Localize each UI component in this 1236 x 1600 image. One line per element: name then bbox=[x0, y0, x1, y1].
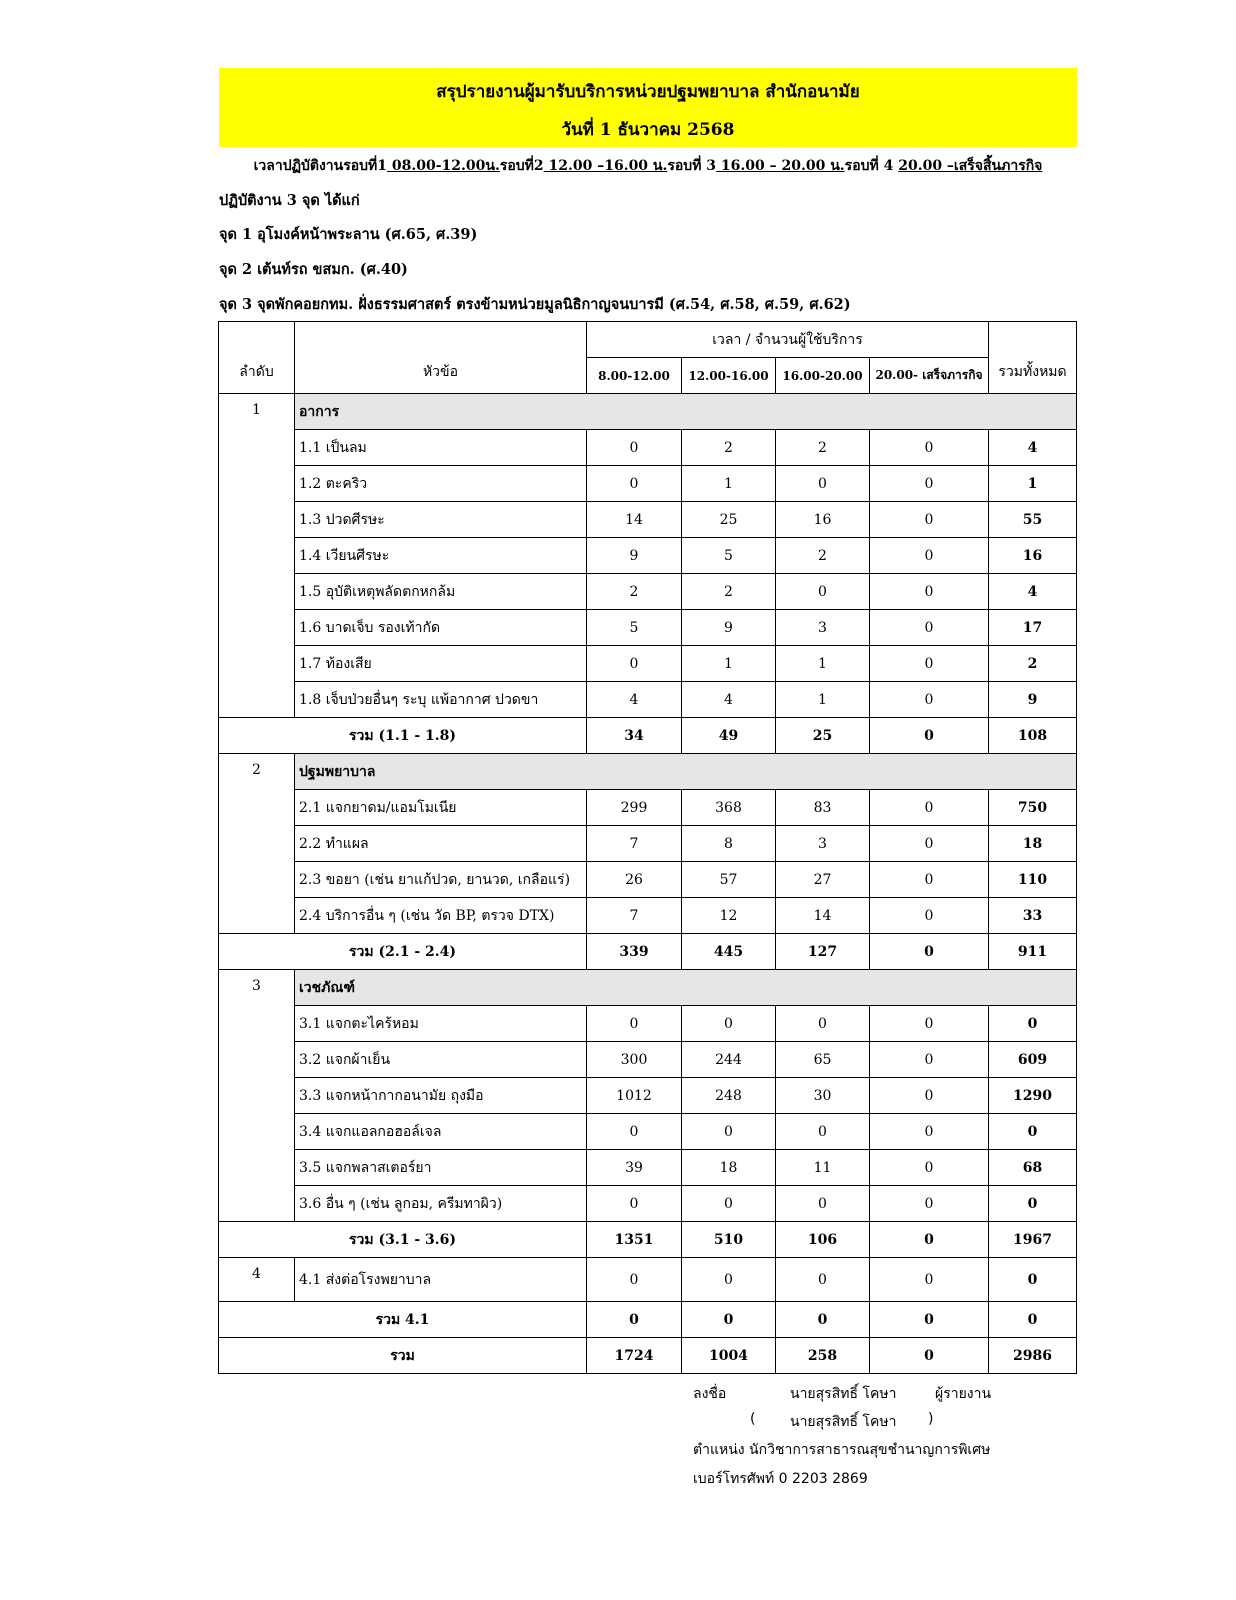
row-value: 0 bbox=[870, 790, 989, 826]
row-total: 0 bbox=[989, 1114, 1077, 1150]
row-value: 83 bbox=[776, 790, 870, 826]
row-value: 0 bbox=[870, 1006, 989, 1042]
col-t3: 16.00-20.00 bbox=[776, 358, 870, 394]
row-value: 1 bbox=[682, 466, 776, 502]
section-number: 4 bbox=[219, 1258, 295, 1302]
grand-total-row bbox=[219, 1338, 1077, 1374]
subtotal-row bbox=[219, 718, 1077, 754]
row-value: 65 bbox=[776, 1042, 870, 1078]
subtotal-value: 106 bbox=[776, 1222, 870, 1258]
table-row bbox=[219, 1042, 1077, 1078]
row-total: 1290 bbox=[989, 1078, 1077, 1114]
subtotal-label: รวม (1.1 - 1.8) bbox=[219, 718, 587, 754]
row-value: 0 bbox=[870, 574, 989, 610]
row-total: 18 bbox=[989, 826, 1077, 862]
open-paren: ( bbox=[750, 1411, 756, 1427]
row-value: 2 bbox=[682, 574, 776, 610]
subtotal-value: 1351 bbox=[587, 1222, 682, 1258]
signer-phone: เบอร์โทรศัพท์ 0 2203 2869 bbox=[693, 1471, 868, 1487]
table-row bbox=[219, 1078, 1077, 1114]
row-label: 3.6 อื่น ๆ (เช่น ลูกอม, ครีมทาผิว) bbox=[295, 1186, 587, 1222]
signer-position: ตำแหน่ง นักวิชาการสาธารณสุขชำนาญการพิเศษ bbox=[693, 1442, 991, 1458]
row-value: 57 bbox=[682, 862, 776, 898]
row-value: 30 bbox=[776, 1078, 870, 1114]
grand-total-label: รวม bbox=[219, 1338, 587, 1374]
intro-line-3: จุด 2 เต้นท์รถ ขสมก. (ศ.40) bbox=[219, 261, 408, 278]
row-value: 244 bbox=[682, 1042, 776, 1078]
table-row bbox=[219, 430, 1077, 466]
subtotal-value: 0 bbox=[776, 1302, 870, 1338]
row-total: 1 bbox=[989, 466, 1077, 502]
row-value: 300 bbox=[587, 1042, 682, 1078]
row-value: 0 bbox=[870, 1258, 989, 1302]
row-total: 0 bbox=[989, 1006, 1077, 1042]
row-label: 1.2 ตะคริว bbox=[295, 466, 587, 502]
row-value: 5 bbox=[587, 610, 682, 646]
row-label: 3.4 แจกแอลกอฮอล์เจล bbox=[295, 1114, 587, 1150]
row-value: 27 bbox=[776, 862, 870, 898]
row-value: 1 bbox=[776, 646, 870, 682]
subtotal-value: 510 bbox=[682, 1222, 776, 1258]
table-row bbox=[219, 790, 1077, 826]
row-value: 0 bbox=[870, 466, 989, 502]
table-row bbox=[219, 646, 1077, 682]
row-value: 0 bbox=[870, 646, 989, 682]
section-header-row bbox=[219, 970, 1077, 1006]
table-row bbox=[219, 1114, 1077, 1150]
row-label: 3.5 แจกพลาสเตอร์ยา bbox=[295, 1150, 587, 1186]
row-value: 0 bbox=[587, 1006, 682, 1042]
row-total: 750 bbox=[989, 790, 1077, 826]
table-row bbox=[219, 682, 1077, 718]
subtotal-label: รวม (2.1 - 2.4) bbox=[219, 934, 587, 970]
row-value: 11 bbox=[776, 1150, 870, 1186]
row-value: 0 bbox=[870, 538, 989, 574]
row-value: 0 bbox=[870, 682, 989, 718]
row-value: 0 bbox=[776, 1114, 870, 1150]
row-value: 0 bbox=[870, 430, 989, 466]
intro-line-4: จุด 3 จุดพักคอยกทม. ฝั่งธรรมศาสตร์ ตรงข้ามหน่วยมูลนิธิกาญจนบารมี (ศ.54, ศ.58, ศ.59, ศ.62) bbox=[219, 296, 851, 313]
row-label: 4.1 ส่งต่อโรงพยาบาล bbox=[295, 1258, 587, 1302]
section-number: 1 bbox=[219, 394, 295, 718]
row-label: 1.7 ท้องเสีย bbox=[295, 646, 587, 682]
row-value: 0 bbox=[870, 502, 989, 538]
row-total: 2 bbox=[989, 646, 1077, 682]
sign-label: ลงชื่อ bbox=[693, 1386, 727, 1402]
row-label: 2.3 ขอยา (เช่น ยาแก้ปวด, ยานวด, เกลือแร่) bbox=[295, 862, 587, 898]
grand-total-value: 0 bbox=[870, 1338, 989, 1374]
subtotal-label: รวม 4.1 bbox=[219, 1302, 587, 1338]
row-value: 0 bbox=[870, 826, 989, 862]
row-value: 14 bbox=[587, 502, 682, 538]
row-label: 1.8 เจ็บป่วยอื่นๆ ระบุ แพ้อากาศ ปวดขา bbox=[295, 682, 587, 718]
row-value: 7 bbox=[587, 898, 682, 934]
col-topic: หัวข้อ bbox=[295, 322, 587, 394]
row-value: 0 bbox=[870, 1078, 989, 1114]
subtotal-value: 0 bbox=[587, 1302, 682, 1338]
service-table bbox=[218, 321, 1077, 1374]
subtotal-value: 0 bbox=[870, 934, 989, 970]
close-paren: ) bbox=[928, 1411, 934, 1427]
grand-total-value: 1724 bbox=[587, 1338, 682, 1374]
row-value: 0 bbox=[776, 466, 870, 502]
signer-role: ผู้รายงาน bbox=[935, 1386, 992, 1402]
row-label: 3.2 แจกผ้าเย็น bbox=[295, 1042, 587, 1078]
section-title: ปฐมพยาบาล bbox=[295, 754, 1077, 790]
section-header-row bbox=[219, 394, 1077, 430]
row-value: 0 bbox=[776, 574, 870, 610]
row-value: 1 bbox=[776, 682, 870, 718]
row-value: 25 bbox=[682, 502, 776, 538]
row-value: 0 bbox=[682, 1186, 776, 1222]
table-row bbox=[219, 466, 1077, 502]
subtotal-total: 108 bbox=[989, 718, 1077, 754]
signer-name: นายสุรสิทธิ์ โคษา bbox=[790, 1386, 897, 1402]
row-label: 3.1 แจกตะไคร้หอม bbox=[295, 1006, 587, 1042]
subtotal-value: 0 bbox=[870, 1222, 989, 1258]
table-row bbox=[219, 826, 1077, 862]
schedule-line: เวลาปฏิบัติงานรอบที่1 08.00-12.00น.รอบที่2 12.00 –16.00 น.รอบที่ 3 16.00 – 20.00 น.รอบที่ 4 20.00 –เสร็จสิ้นภารกิจ bbox=[253, 158, 1043, 174]
row-value: 12 bbox=[682, 898, 776, 934]
row-value: 0 bbox=[587, 1186, 682, 1222]
row-value: 0 bbox=[682, 1114, 776, 1150]
subtotal-value: 25 bbox=[776, 718, 870, 754]
row-total: 55 bbox=[989, 502, 1077, 538]
row-value: 0 bbox=[776, 1258, 870, 1302]
table-row bbox=[219, 898, 1077, 934]
table-row bbox=[219, 1258, 1077, 1302]
row-value: 0 bbox=[870, 898, 989, 934]
row-label: 1.4 เวียนศีรษะ bbox=[295, 538, 587, 574]
row-value: 0 bbox=[870, 1150, 989, 1186]
row-label: 2.2 ทำแผล bbox=[295, 826, 587, 862]
row-value: 0 bbox=[776, 1186, 870, 1222]
row-value: 2 bbox=[776, 538, 870, 574]
row-value: 368 bbox=[682, 790, 776, 826]
row-value: 16 bbox=[776, 502, 870, 538]
signer-name-2: นายสุรสิทธิ์ โคษา bbox=[790, 1414, 897, 1430]
section-header-row bbox=[219, 754, 1077, 790]
table-row bbox=[219, 610, 1077, 646]
row-value: 0 bbox=[682, 1258, 776, 1302]
grand-total-value: 258 bbox=[776, 1338, 870, 1374]
subtotal-label: รวม (3.1 - 3.6) bbox=[219, 1222, 587, 1258]
row-value: 7 bbox=[587, 826, 682, 862]
row-value: 39 bbox=[587, 1150, 682, 1186]
section-title: อาการ bbox=[295, 394, 1077, 430]
row-total: 0 bbox=[989, 1258, 1077, 1302]
subtotal-value: 339 bbox=[587, 934, 682, 970]
intro-line-1: ปฏิบัติงาน 3 จุด ได้แก่ bbox=[219, 192, 360, 209]
row-value: 0 bbox=[870, 862, 989, 898]
row-total: 110 bbox=[989, 862, 1077, 898]
grand-total-total: 2986 bbox=[989, 1338, 1077, 1374]
row-value: 2 bbox=[587, 574, 682, 610]
row-value: 0 bbox=[587, 1258, 682, 1302]
subtotal-total: 0 bbox=[989, 1302, 1077, 1338]
table-row bbox=[219, 1186, 1077, 1222]
row-total: 609 bbox=[989, 1042, 1077, 1078]
subtotal-value: 0 bbox=[870, 1302, 989, 1338]
col-group: เวลา / จำนวนผู้ใช้บริการ bbox=[587, 322, 989, 358]
table-row bbox=[219, 574, 1077, 610]
table-row bbox=[219, 1006, 1077, 1042]
row-value: 0 bbox=[587, 1114, 682, 1150]
row-value: 0 bbox=[587, 646, 682, 682]
row-label: 3.3 แจกหน้ากากอนามัย ถุงมือ bbox=[295, 1078, 587, 1114]
subtotal-value: 445 bbox=[682, 934, 776, 970]
col-t2: 12.00-16.00 bbox=[682, 358, 776, 394]
row-value: 0 bbox=[776, 1006, 870, 1042]
row-value: 3 bbox=[776, 610, 870, 646]
row-label: 2.4 บริการอื่น ๆ (เช่น วัด BP, ตรวจ DTX) bbox=[295, 898, 587, 934]
row-value: 2 bbox=[776, 430, 870, 466]
section-number: 2 bbox=[219, 754, 295, 934]
row-value: 0 bbox=[587, 430, 682, 466]
intro-line-2: จุด 1 อุโมงค์หน้าพระลาน (ศ.65, ศ.39) bbox=[219, 226, 478, 243]
subtotal-value: 49 bbox=[682, 718, 776, 754]
table-row bbox=[219, 862, 1077, 898]
row-value: 3 bbox=[776, 826, 870, 862]
subtotal-value: 0 bbox=[870, 718, 989, 754]
row-value: 5 bbox=[682, 538, 776, 574]
row-total: 4 bbox=[989, 574, 1077, 610]
section-number: 3 bbox=[219, 970, 295, 1222]
row-value: 8 bbox=[682, 826, 776, 862]
row-value: 2 bbox=[682, 430, 776, 466]
title-banner bbox=[219, 68, 1077, 147]
subtotal-row bbox=[219, 1302, 1077, 1338]
row-value: 26 bbox=[587, 862, 682, 898]
grand-total-value: 1004 bbox=[682, 1338, 776, 1374]
row-total: 16 bbox=[989, 538, 1077, 574]
row-total: 9 bbox=[989, 682, 1077, 718]
table-row bbox=[219, 502, 1077, 538]
subtotal-value: 34 bbox=[587, 718, 682, 754]
subtotal-total: 1967 bbox=[989, 1222, 1077, 1258]
row-total: 0 bbox=[989, 1186, 1077, 1222]
row-value: 4 bbox=[682, 682, 776, 718]
subtotal-value: 127 bbox=[776, 934, 870, 970]
table-row bbox=[219, 538, 1077, 574]
row-value: 9 bbox=[682, 610, 776, 646]
row-value: 0 bbox=[587, 466, 682, 502]
row-total: 68 bbox=[989, 1150, 1077, 1186]
row-value: 0 bbox=[870, 1114, 989, 1150]
row-value: 0 bbox=[870, 1186, 989, 1222]
row-label: 1.3 ปวดศีรษะ bbox=[295, 502, 587, 538]
col-t1: 8.00-12.00 bbox=[587, 358, 682, 394]
report-date: วันที่ 1 ธันวาคม 2568 bbox=[561, 120, 735, 140]
row-value: 248 bbox=[682, 1078, 776, 1114]
subtotal-row bbox=[219, 1222, 1077, 1258]
row-value: 1012 bbox=[587, 1078, 682, 1114]
row-value: 18 bbox=[682, 1150, 776, 1186]
row-value: 0 bbox=[682, 1006, 776, 1042]
row-value: 0 bbox=[870, 610, 989, 646]
row-value: 0 bbox=[870, 1042, 989, 1078]
row-value: 299 bbox=[587, 790, 682, 826]
row-label: 1.6 บาดเจ็บ รองเท้ากัด bbox=[295, 610, 587, 646]
row-total: 33 bbox=[989, 898, 1077, 934]
table-row bbox=[219, 1150, 1077, 1186]
row-label: 1.1 เป็นลม bbox=[295, 430, 587, 466]
report-title: สรุปรายงานผู้มารับบริการหน่วยปฐมพยาบาล สำนักอนามัย bbox=[436, 82, 860, 102]
section-title: เวชภัณฑ์ bbox=[295, 970, 1077, 1006]
row-total: 17 bbox=[989, 610, 1077, 646]
subtotal-total: 911 bbox=[989, 934, 1077, 970]
row-value: 4 bbox=[587, 682, 682, 718]
col-total: รวมทั้งหมด bbox=[989, 322, 1077, 394]
subtotal-row bbox=[219, 934, 1077, 970]
row-total: 4 bbox=[989, 430, 1077, 466]
col-t4: 20.00- เสร็จภารกิจ bbox=[870, 358, 989, 394]
row-label: 1.5 อุบัติเหตุพลัดตกหกล้ม bbox=[295, 574, 587, 610]
subtotal-value: 0 bbox=[682, 1302, 776, 1338]
col-order: ลำดับ bbox=[219, 322, 295, 394]
row-value: 9 bbox=[587, 538, 682, 574]
row-label: 2.1 แจกยาดม/แอมโมเนีย bbox=[295, 790, 587, 826]
row-value: 14 bbox=[776, 898, 870, 934]
row-value: 1 bbox=[682, 646, 776, 682]
